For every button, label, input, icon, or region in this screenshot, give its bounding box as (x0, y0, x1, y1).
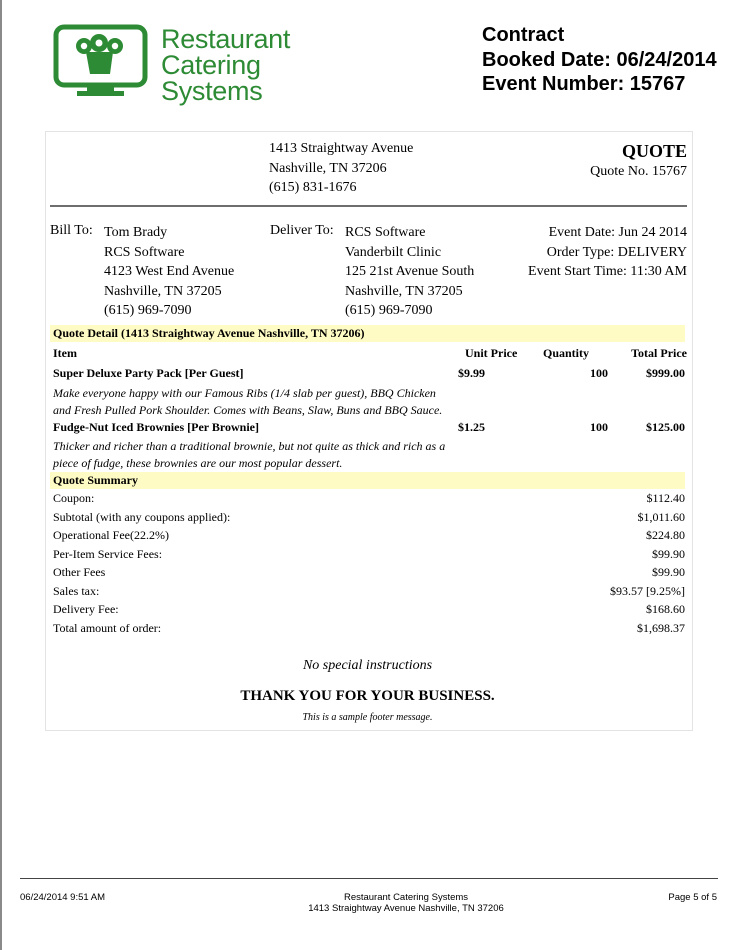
item-description (53, 385, 463, 418)
summary-value: $99.90 (652, 547, 685, 561)
company-city: Nashville, TN 37206 (269, 160, 387, 176)
page-footer-divider (20, 878, 718, 879)
bill-to-line: (615) 969-7090 (104, 303, 192, 318)
deliver-to-address (345, 223, 474, 321)
item-unit-price: $9.99 (458, 366, 485, 380)
thank-you-message: THANK YOU FOR YOUR BUSINESS. (240, 688, 495, 704)
event-number: Event Number: 15767 (482, 73, 686, 95)
deliver-to-line: Nashville, TN 37205 (345, 283, 463, 299)
event-start-time: Event Start Time: 11:30 AM (528, 264, 687, 279)
bill-to-label: Bill To: (50, 223, 93, 238)
brand-line-1: Restaurant (161, 24, 291, 54)
contract-header (482, 23, 717, 97)
company-address (269, 139, 413, 198)
item-description-line: Make everyone happy with our Famous Ribs (1/4 slab per guest), BBQ Chicken (53, 386, 436, 400)
quote-detail-band (50, 325, 685, 342)
summary-label: Other Fees (53, 565, 106, 579)
footer-message: This is a sample footer message. (302, 712, 433, 723)
column-item: Item (53, 346, 77, 360)
summary-label: Total amount of order: (53, 621, 162, 635)
item-unit-price: $1.25 (458, 420, 485, 434)
summary-value: $1,011.60 (637, 510, 685, 524)
brand-line-2: Catering (161, 50, 261, 80)
item-description-line: Thicker and richer than a traditional brownie, but not quite as thick and rich as a (53, 439, 446, 453)
bill-to-line: Tom Brady (104, 225, 168, 240)
bill-to-address (104, 223, 234, 321)
deliver-to-label: Deliver To: (270, 223, 334, 238)
booked-date: Booked Date: 06/24/2014 (482, 48, 717, 71)
footer-company-name: Restaurant Catering Systems (343, 892, 469, 903)
order-type: Order Type: DELIVERY (546, 244, 687, 260)
contract-title: Contract (482, 24, 565, 46)
item-total: $999.00 (646, 366, 685, 380)
bill-to-line: RCS Software (104, 244, 185, 260)
item-name: Super Deluxe Party Pack [Per Guest] (53, 366, 244, 380)
summary-label: Coupon: (53, 491, 95, 505)
column-unit-price: Unit Price (465, 346, 518, 360)
quote-title: QUOTE (621, 141, 687, 161)
deliver-to-line: Vanderbilt Clinic (345, 244, 442, 260)
summary-label: Per-Item Service Fees: (53, 547, 163, 561)
deliver-to-line: RCS Software (345, 225, 426, 240)
quote-summary-band (50, 472, 685, 489)
quote-summary-header: Quote Summary (53, 473, 138, 487)
deliver-to-line: (615) 969-7090 (345, 303, 433, 318)
event-info (528, 223, 687, 282)
footer-company (0, 892, 735, 914)
page-edge (0, 0, 2, 950)
page-number: Page 5 of 5 (668, 892, 717, 903)
chef-hat-monitor-logo (53, 24, 148, 98)
item-description-line: and Fresh Pulled Pork Shoulder. Comes with Beans, Slaw, Buns and BBQ Sauce. (53, 402, 443, 417)
deliver-to-line: 125 21st Avenue South (345, 264, 475, 279)
company-phone: (615) 831-1676 (269, 180, 357, 195)
footer-company-address: 1413 Straightway Avenue Nashville, TN 37206 (308, 903, 504, 914)
quote-number: Quote No. 15767 (590, 164, 687, 179)
brand-line-3: Systems (161, 76, 263, 106)
bill-to-line: Nashville, TN 37205 (104, 283, 222, 299)
summary-value: $112.40 (646, 491, 685, 505)
special-instructions: No special instructions (302, 658, 433, 673)
event-date: Event Date: Jun 24 2014 (548, 225, 687, 240)
item-quantity: 100 (590, 366, 608, 380)
item-name: Fudge-Nut Iced Brownies [Per Brownie] (53, 420, 259, 434)
item-description-line: piece of fudge, these brownies are our most popular dessert. (53, 455, 343, 470)
summary-label: Delivery Fee: (53, 602, 119, 616)
company-street: 1413 Straightway Avenue (269, 141, 414, 156)
brand-name (161, 26, 290, 104)
summary-value: $168.60 (646, 602, 685, 616)
quote-detail-header: Quote Detail (1413 Straightway Avenue Nashville, TN 37206) (53, 326, 365, 340)
column-total-price: Total Price (631, 346, 687, 360)
summary-label: Sales tax: (53, 584, 100, 598)
summary-label: Operational Fee(22.2%) (53, 528, 169, 542)
summary-value: $99.90 (652, 565, 685, 579)
print-datetime: 06/24/2014 9:51 AM (20, 892, 106, 903)
summary-label: Subtotal (with any coupons applied): (53, 510, 231, 524)
item-quantity: 100 (590, 420, 608, 434)
summary-value: $93.57 [9.25%] (610, 584, 685, 598)
summary-value: $224.80 (646, 528, 685, 542)
item-total: $125.00 (646, 420, 685, 434)
summary-value: $1,698.37 (637, 621, 685, 635)
column-quantity: Quantity (543, 346, 590, 360)
bill-to-line: 4123 West End Avenue (104, 264, 235, 279)
header-divider (50, 205, 687, 207)
item-description (53, 438, 463, 471)
